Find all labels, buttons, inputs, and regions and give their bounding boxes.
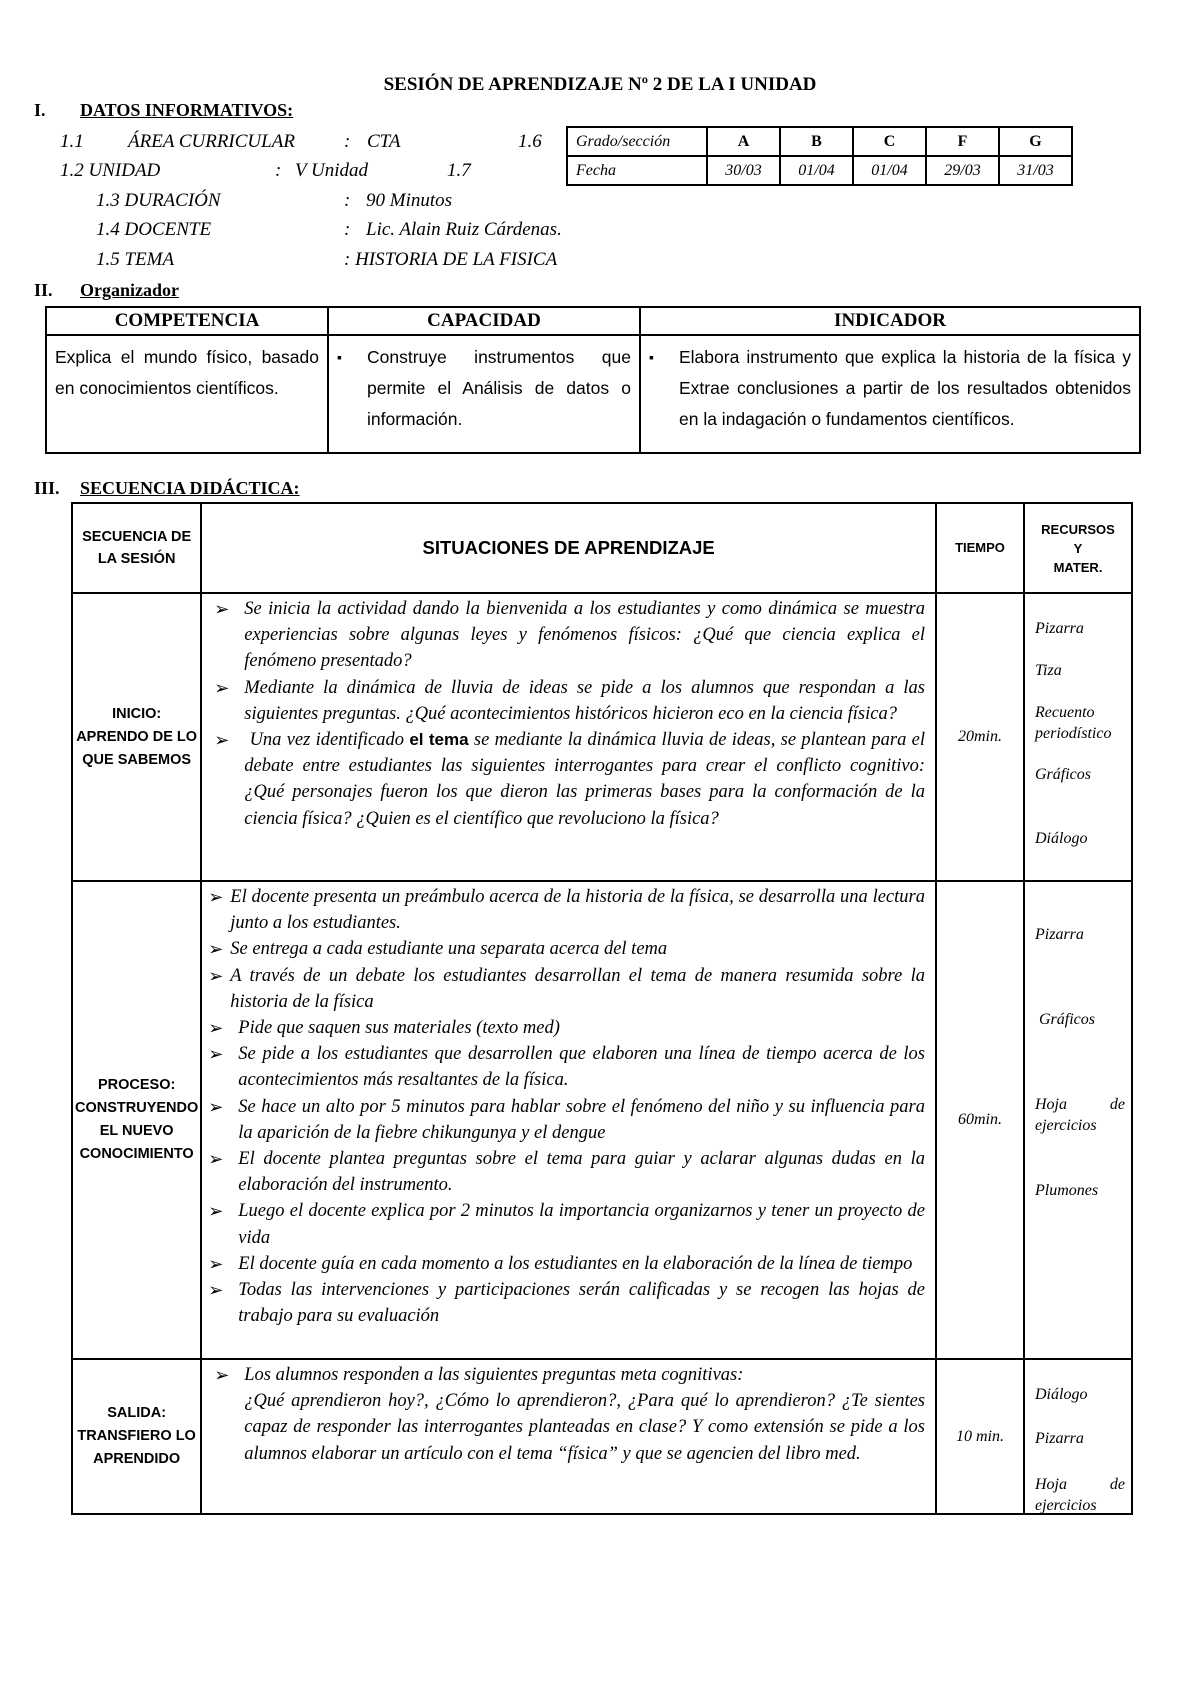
arrow-icon: ➢ xyxy=(208,1201,224,1222)
info-row-duracion xyxy=(96,190,453,212)
bullet-icon: ▪ xyxy=(649,349,654,365)
section-organizador-heading xyxy=(34,280,179,301)
list-item xyxy=(208,963,925,1015)
recursos-line: RECURSOS xyxy=(1041,521,1115,537)
arrow-icon: ➢ xyxy=(208,939,224,960)
page-title: SESIÓN DE APRENDIZAJE Nº 2 DE LA I UNIDAD xyxy=(383,74,817,95)
item-text: Se hace un alto por 5 minutos para hablar sobre el fenómeno del niño y su influencia para la aparición de la fiebre chikungunya y el dengue xyxy=(238,1096,925,1143)
date-cell: 30/03 xyxy=(707,156,780,185)
arrow-icon: ➢ xyxy=(208,887,224,907)
info-label: 1.3 DURACIÓN xyxy=(96,190,221,211)
salida-row xyxy=(72,1359,1132,1514)
list-item xyxy=(208,1146,925,1198)
list-item xyxy=(208,884,925,936)
resource-item xyxy=(1035,1094,1125,1136)
info-sep: : xyxy=(344,190,351,211)
sequence-header-row xyxy=(72,503,1132,593)
section-number: II. xyxy=(34,280,53,300)
resource-text: Hoja de ejercicios xyxy=(1035,1476,1125,1514)
info-row-tema xyxy=(96,249,558,271)
section-number: I. xyxy=(34,100,46,120)
arrow-icon: ➢ xyxy=(208,965,224,986)
phase-inicio: INICIO: APRENDO DE LO QUE SABEMOS xyxy=(72,593,201,881)
section-cell: B xyxy=(780,127,853,156)
capacidad-cell xyxy=(328,335,640,453)
info-value: V Unidad xyxy=(295,160,369,181)
header-capacidad: CAPACIDAD xyxy=(328,307,640,335)
item-text: Pide que saquen sus materiales (texto med) xyxy=(238,1018,560,1039)
info-label: 1.4 DOCENTE xyxy=(96,219,212,240)
indicador-text: Elabora instrumento que explica la historia de la física y Extrae conclusiones a partir de los resultados obtenidos en la indagación o fundamentos científicos. xyxy=(679,347,1131,429)
competencia-cell: Explica el mundo físico, basado en conocimientos científicos. xyxy=(46,335,328,453)
arrow-icon: ➢ xyxy=(208,1018,224,1039)
section-datos-heading xyxy=(34,100,293,121)
header-recursos xyxy=(1024,503,1132,593)
arrow-icon: ➢ xyxy=(208,1096,224,1117)
item-text: El docente guía en cada momento a los estudiantes en la elaboración de la línea de tiempo xyxy=(238,1253,913,1274)
item-text-part: se mediante la dinámica lluvia de ideas, se plantean para el debate entre estudiantes las siguientes interrogantes para crear el conflicto cognitivo: ¿Qué personajes fueron los que dieron las primeras bases para la conformación de la ciencia física? ¿Quien es el científico que revoluciono la física? xyxy=(244,730,926,829)
info-value: 90 Minutos xyxy=(366,190,453,211)
section-cell: F xyxy=(926,127,999,156)
list-item xyxy=(208,936,925,962)
arrow-icon: ➢ xyxy=(208,1280,224,1301)
inicio-row xyxy=(72,593,1132,881)
resource-item: Recuento periodístico xyxy=(1035,704,1112,742)
info-row-area xyxy=(60,131,542,153)
list-item xyxy=(208,1198,925,1250)
sequence-table xyxy=(71,502,1133,1515)
resources-salida xyxy=(1024,1359,1132,1514)
info-value: Lic. Alain Ruiz Cárdenas. xyxy=(366,219,562,240)
time-salida: 10 min. xyxy=(936,1359,1024,1514)
info-sep: : xyxy=(275,160,282,181)
date-cell: 31/03 xyxy=(999,156,1072,185)
item-text: Mediante la dinámica de lluvia de ideas se pide a los alumnos que respondan a las siguientes preguntas. ¿Qué acontecimientos históricos hicieron eco en la ciencia física? xyxy=(244,677,925,724)
list-item xyxy=(208,1015,925,1041)
phase-proceso: PROCESO: CONSTRUYENDO EL NUEVO CONOCIMIENTO xyxy=(72,881,201,1359)
resource-text: Hoja de ejercicios xyxy=(1035,1096,1125,1134)
date-cell: 01/04 xyxy=(853,156,926,185)
item-text-part: Una vez identificado xyxy=(249,730,405,751)
list-item xyxy=(214,675,925,727)
section-cell: A xyxy=(707,127,780,156)
arrow-icon: ➢ xyxy=(208,1253,224,1274)
item-text: Se pide a los estudiantes que desarrollen que elaboren una línea de tiempo acerca de los acontecimientos más resaltantes de la física. xyxy=(238,1044,925,1091)
grade-section-table xyxy=(566,126,1073,186)
info-num: 1.1 xyxy=(60,131,84,152)
list-item xyxy=(208,1251,925,1277)
item-text xyxy=(244,727,925,832)
info-value: : HISTORIA DE LA FISICA xyxy=(344,249,558,270)
info-row-docente xyxy=(96,219,562,241)
item-text: El docente plantea preguntas sobre el tema para guiar y aclarar algunas dudas en la elaboración del instrumento. xyxy=(238,1149,925,1196)
proceso-activities xyxy=(201,881,936,1359)
bullet-icon: ▪ xyxy=(337,349,342,365)
arrow-icon: ➢ xyxy=(208,1149,224,1170)
section-label: DATOS INFORMATIVOS: xyxy=(80,100,294,120)
resource-item: Gráficos xyxy=(1035,766,1091,783)
resource-item: Pizarra xyxy=(1035,620,1084,637)
header-competencia: COMPETENCIA xyxy=(46,307,328,335)
organizer-table xyxy=(45,306,1141,454)
list-item xyxy=(214,596,925,675)
section-secuencia-heading xyxy=(34,478,300,499)
resource-item: Pizarra xyxy=(1035,926,1084,943)
recursos-line: Y xyxy=(1073,540,1083,556)
section-label: SECUENCIA DIDÁCTICA: xyxy=(80,478,300,498)
organizer-header-row xyxy=(46,307,1140,335)
inicio-activities xyxy=(201,593,936,881)
date-cell: 01/04 xyxy=(780,156,853,185)
info-num-1-6: 1.6 xyxy=(518,131,542,152)
arrow-icon: ➢ xyxy=(214,1365,230,1385)
info-label: ÁREA CURRICULAR xyxy=(128,131,295,152)
section-label: Organizador xyxy=(80,280,179,300)
section-cell: C xyxy=(853,127,926,156)
arrow-icon: ➢ xyxy=(208,1044,224,1065)
resource-item: Plumones xyxy=(1035,1182,1099,1199)
item-text: Los alumnos responden a las siguientes preguntas meta cognitivas: xyxy=(244,1365,744,1385)
time-proceso: 60min. xyxy=(936,881,1024,1359)
grade-row xyxy=(567,127,1072,156)
arrow-icon: ➢ xyxy=(214,730,230,751)
arrow-icon: ➢ xyxy=(214,677,230,698)
list-item xyxy=(208,1094,925,1146)
list-item xyxy=(208,1277,925,1329)
salida-activities xyxy=(201,1359,936,1514)
item-bold-text: el tema xyxy=(409,730,469,750)
item-text: Luego el docente explica por 2 minutos la importancia organizarnos y tener un proyecto de vida xyxy=(238,1201,925,1248)
info-value: CTA xyxy=(367,131,401,152)
resource-item: Tiza xyxy=(1035,662,1062,679)
item-continuation: ¿Qué aprendieron hoy?, ¿Cómo lo aprendieron?, ¿Para qué lo aprendieron? ¿Te sientes capaz de responder las interrogantes planteadas en clase? Y como extensión se pide a los alumnos elaborar un artículo con el tema “física” y que se agencien del libro med. xyxy=(244,1391,925,1464)
resources-proceso xyxy=(1024,881,1132,1359)
recursos-line: MATER. xyxy=(1053,559,1103,575)
resource-item: Gráficos xyxy=(1039,1011,1095,1028)
header-secuencia: SECUENCIA DE LA SESIÓN xyxy=(72,503,201,593)
info-label: 1.5 TEMA xyxy=(96,249,175,270)
phase-salida: SALIDA: TRANSFIERO LO APRENDIDO xyxy=(72,1359,201,1514)
list-item xyxy=(208,1041,925,1093)
resource-item: Diálogo xyxy=(1035,830,1088,847)
info-sep: : xyxy=(344,131,351,152)
header-indicador: INDICADOR xyxy=(640,307,1140,335)
time-inicio: 20min. xyxy=(936,593,1024,881)
list-item xyxy=(214,1362,925,1388)
organizer-row xyxy=(46,335,1140,453)
section-cell: G xyxy=(999,127,1072,156)
item-text: Se inicia la actividad dando la bienvenida a los estudiantes y como dinámica se muestra experiencias sobre algunas leyes y fenómenos físicos: ¿Qué que ciencia explica el fenómeno presentado? xyxy=(244,599,925,672)
resource-item: Diálogo xyxy=(1035,1386,1088,1403)
date-cell: 29/03 xyxy=(926,156,999,185)
resource-item xyxy=(1035,1474,1125,1516)
item-text: A través de un debate los estudiantes desarrollan el tema de manera resumida sobre la historia de la física xyxy=(230,965,925,1012)
list-item xyxy=(214,727,925,832)
info-sep: : xyxy=(344,219,351,240)
section-number: III. xyxy=(34,478,60,498)
arrow-icon: ➢ xyxy=(214,599,230,619)
header-situaciones: SITUACIONES DE APRENDIZAJE xyxy=(201,503,936,593)
grade-row-label: Grado/sección xyxy=(567,127,707,156)
proceso-row xyxy=(72,881,1132,1359)
resource-item: Pizarra xyxy=(1035,1430,1084,1447)
item-text: Se entrega a cada estudiante una separata acerca del tema xyxy=(230,939,668,960)
capacidad-text: Construye instrumentos que permite el Análisis de datos o información. xyxy=(367,347,631,429)
resources-inicio xyxy=(1024,593,1132,881)
item-text: El docente presenta un preámbulo acerca de la historia de la física, se desarrolla una lectura junto a los estudiantes. xyxy=(230,887,925,934)
header-tiempo: TIEMPO xyxy=(936,503,1024,593)
item-text: Todas las intervenciones y participaciones serán calificadas y se recogen las hojas de trabajo para su evaluación xyxy=(238,1280,925,1327)
indicador-cell xyxy=(640,335,1140,453)
date-row-label: Fecha xyxy=(567,156,707,185)
date-row xyxy=(567,156,1072,185)
info-num-1-7: 1.7 xyxy=(447,160,471,181)
info-row-unidad xyxy=(60,160,471,182)
info-label: 1.2 UNIDAD xyxy=(60,160,161,181)
